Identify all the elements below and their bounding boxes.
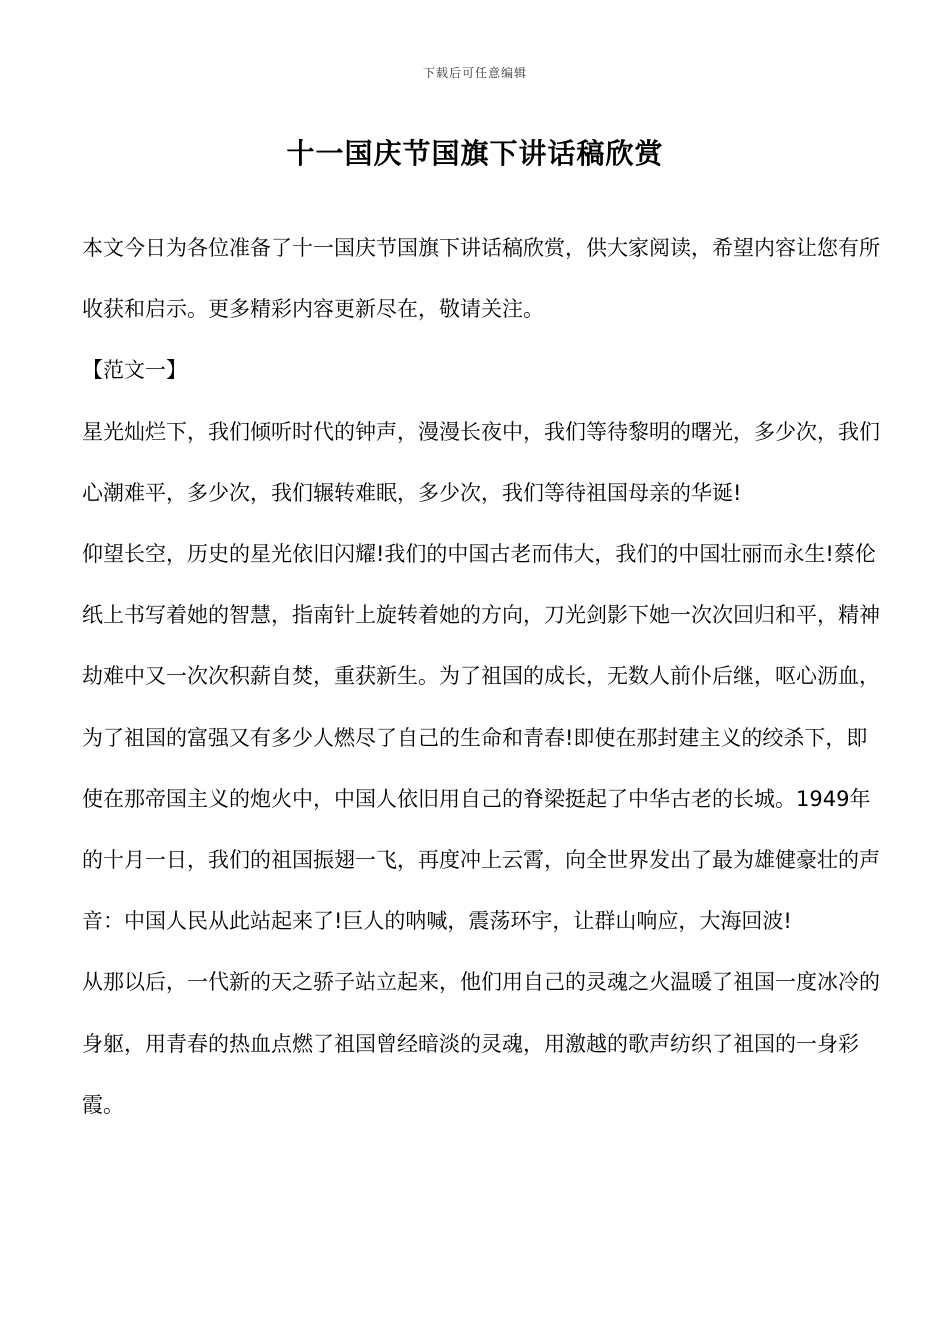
body-paragraph-3: 从那以后，一代新的天之骄子站立起来，他们用自己的灵魂之火温暖了祖国一度冰冷的身躯，用青春的热血点燃了祖国曾经暗淡的灵魂，用激越的歌声纺织了祖国的一身彩霞。 bbox=[82, 970, 880, 1117]
section-heading: 【范文一】 bbox=[82, 358, 187, 383]
body-paragraph-1: 星光灿烂下，我们倾听时代的钟声，漫漫长夜中，我们等待黎明的曙光，多少次，我们心潮难平，多少次，我们辗转难眠，多少次，我们等待祖国母亲的华诞! bbox=[82, 419, 880, 505]
body-paragraph-2: 仰望长空，历史的星光依旧闪耀!我们的中国古老而伟大，我们的中国壮丽而永生!蔡伦纸上书写着她的智慧，指南针上旋转着她的方向，刀光剑影下她一次次回归和平，精神劫难中又一次次积薪自焚，重获新生。为了祖国的成长，无数人前仆后继，呕心沥血，为了祖国的富强又有多少人燃尽了自己的生命和青春!即使在那封建主义的绞杀下，即使在那帝国主义的炮火中，中国人依旧用自己的脊梁挺起了中华古老的长城。1949年的十月一日，我们的祖国振翅一飞，再度冲上云霄，向全世界发出了最为雄健豪壮的声音：中国人民从此站起来了!巨人的呐喊，震荡环宇，让群山响应，大海回波! bbox=[82, 542, 880, 934]
document-body bbox=[82, 218, 882, 1136]
header-note: 下载后可任意编辑 bbox=[422, 66, 527, 80]
document-title: 十一国庆节国旗下讲话稿欣赏 bbox=[286, 137, 664, 170]
intro-paragraph: 本文今日为各位准备了十一国庆节国旗下讲话稿欣赏，供大家阅读，希望内容让您有所收获和启示。更多精彩内容更新尽在，敬请关注。 bbox=[82, 236, 880, 322]
